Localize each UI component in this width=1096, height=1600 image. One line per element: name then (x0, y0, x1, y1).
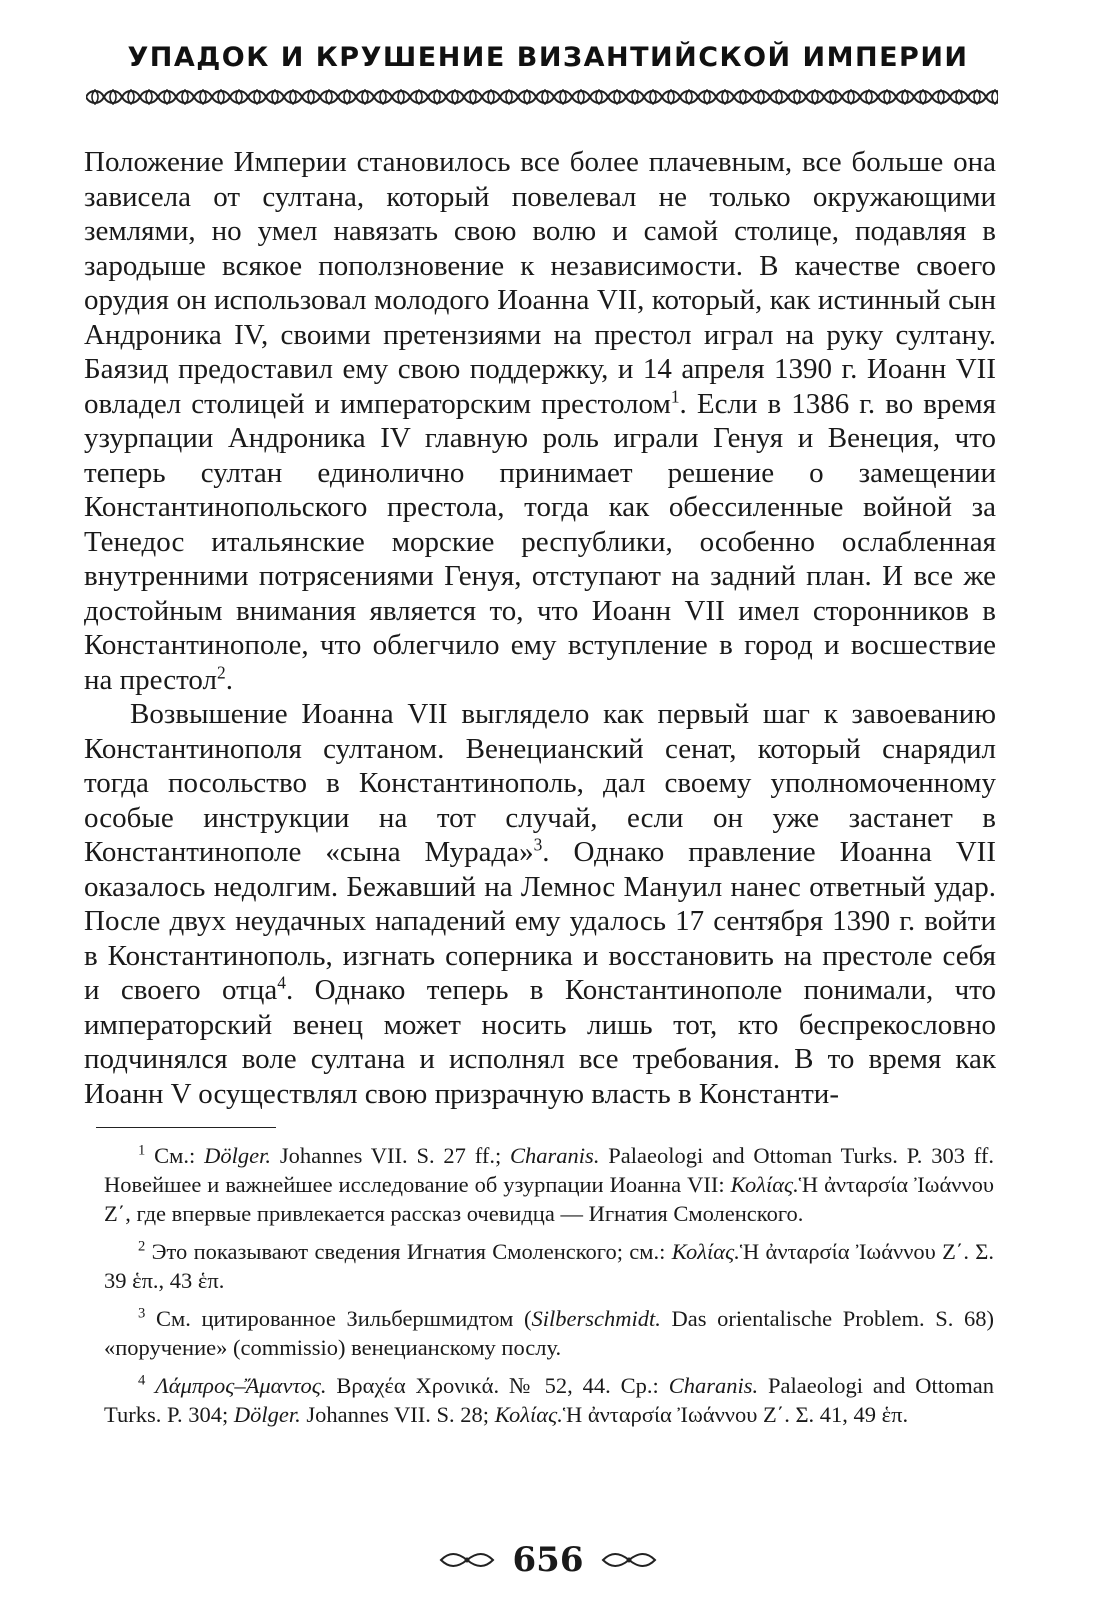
paragraph-2: Возвышение Иоанна VII выглядело как первый шаг к завоеванию Константинополя султаном. Венецианский сенат, который снарядил тогда посольство в Константинополь, дал своему уполномоченному особые инструкции на тот случай, если он уже застанет в Константинополе «сына Мурада»$^3$. Однако правление Иоанна VII оказалось недолгим. Бежавший на Лемнос Мануил нанес ответный удар. После двух неудачных нападений ему удалось 17 сентября 1390 г. войти в Константинополь, изгнать соперника и восстановить на престоле себя и своего отца$^4$. Однако теперь в Константинополе понимали, что императорский венец может носить лишь тот, кто беспрекословно подчинялся воле султана и исполнял все требования. В то время как Иоанн V осуществлял свою призрачную власть в Константи- (84, 698, 997, 1110)
footnote-1: $^1$ См.: Dölger. Johannes VII. S. 27 ff.; Charanis. Palaeologi and Ottoman Turks. P. 303 ff. Новейшее и важнейшее исследование об узурпации Иоанна VII: Κολίας.Ἡ ἀνταρσία Ἰωάννου Ζ΄, где впервые привлекается рассказ очевидца — Игнатия Смоленского. (104, 1142, 995, 1226)
page-footer (0, 1538, 1096, 1582)
footnote-ref: 1 (670, 385, 680, 406)
page-number: 656 (512, 1540, 584, 1580)
footnote-2: $^2$ Это показывают сведения Игнатия Смоленского; см.: Κολίας.Ἡ ἀνταρσία Ἰωάννου Ζ΄. Σ. 39 ἑπ., 43 ἑπ. (104, 1238, 994, 1293)
footnotes (104, 1141, 994, 1438)
footnote-ref: 2 (217, 661, 226, 682)
footnote-ref: 3 (533, 834, 543, 855)
footnote-ref: 4 (277, 972, 286, 993)
ornament-band (86, 88, 998, 106)
footnote-4: $^4$ Λάμπρος–Ἄμαντος. Βραχέα Χρονικά. № 52, 44. Ср.: Charanis. Palaeologi and Ottoman Turks. P. 304; Dölger. Johannes VII. S. 28; Κολίας.Ἡ ἀνταρσία Ἰωάννου Ζ΄. Σ. 41, 49 ἑπ. (104, 1372, 995, 1427)
footnote-3: $^3$ См. цитированное Зильбершмидтом (Silberschmidt. Das orientalische Problem. S. 68) «поручение» (commissio) венецианскому послу. (104, 1305, 994, 1360)
footnote-separator (96, 1127, 276, 1128)
left-ornament-icon (439, 1552, 495, 1568)
running-head-title: УПАДОК И КРУШЕНИЕ ВИЗАНТИЙСКОЙ ИМПЕРИИ (127, 42, 969, 73)
paragraph-1: Положение Империи становилось все более плачевным, все больше она зависела от султана, который повелевал не только окружающими землями, но умел навязать свою волю и самой столице, подавляя в зародыше всякое поползновение к независимости. В качестве своего орудия он использовал молодого Иоанна VII, который, как истинный сын Андроника IV, своими претензиями на престол играл на руку султану. Баязид предоставил ему свою поддержку, и 14 апреля 1390 г. Иоанн VII овладел столицей и императорским престолом$^1$. Если в 1386 г. во время узурпации Андроника IV главную роль играли Генуя и Венеция, что теперь султан единолично принимает решение о замещении Константинопольского престола, тогда как обессиленные войной за Тенедос итальянские морские республики, особенно ослабленная внутренними потрясениями Генуя, отступают на задний план. И все же достойным внимания является то, что Иоанн VII имел сторонников в Константинополе, что облегчило ему вступление в город и восшествие на престол$^2$. (84, 146, 996, 696)
right-ornament-icon (601, 1552, 657, 1568)
main-text (84, 145, 996, 1111)
